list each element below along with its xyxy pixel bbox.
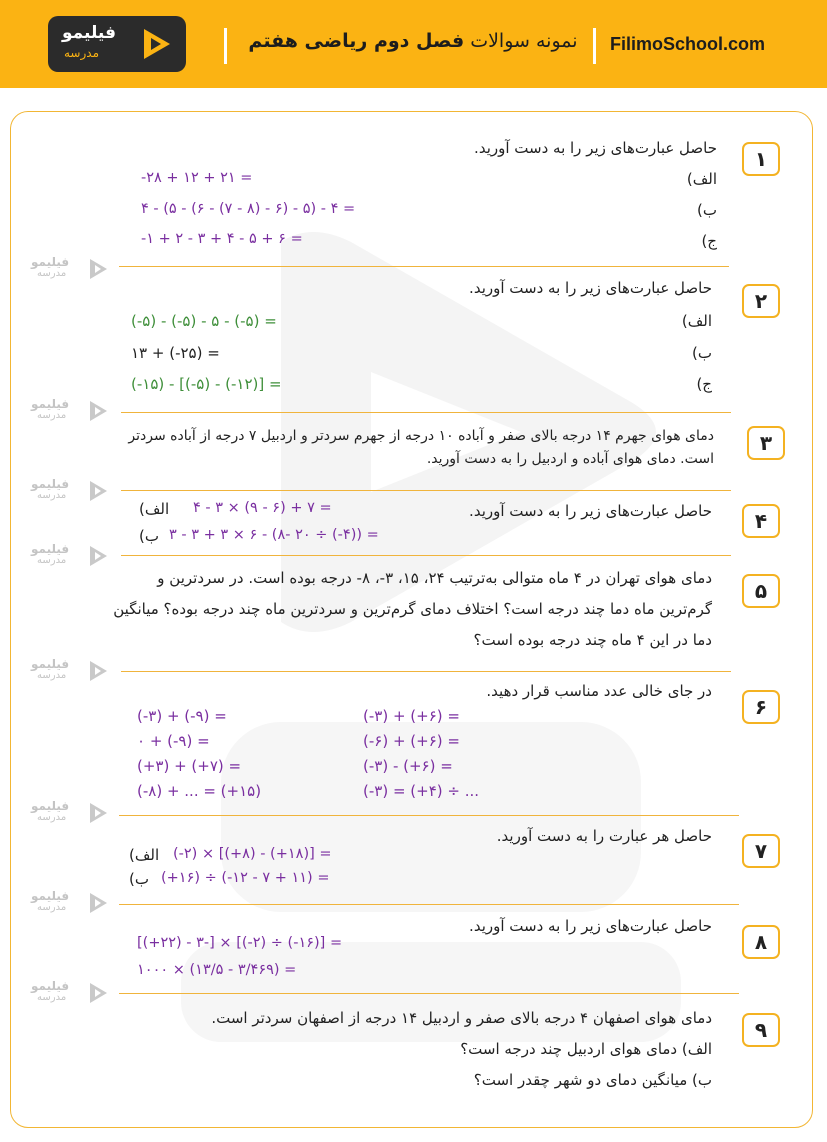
page-header bbox=[0, 0, 827, 88]
item-label: الف) bbox=[139, 500, 170, 518]
logo-text-line1: فیلیمو bbox=[62, 23, 117, 43]
side-watermark: فیلیمو مدرسه bbox=[31, 979, 109, 1009]
question-divider bbox=[119, 904, 739, 905]
page-title-bold: فصل دوم ریاضی هفتم bbox=[248, 30, 465, 52]
question-prompt: حاصل عبارت‌های زیر را به دست آورید. bbox=[474, 139, 717, 157]
math-expression: (-۳) - (+۶) = bbox=[363, 757, 453, 775]
item-label: الف) bbox=[681, 312, 712, 330]
play-icon bbox=[87, 479, 109, 503]
math-expression: (-۵) - (-۵) - ۵ - (-۵) = bbox=[131, 312, 277, 330]
item-label: الف) bbox=[129, 846, 160, 864]
question-number: ۸ bbox=[742, 925, 780, 959]
question-divider bbox=[121, 555, 731, 556]
item-label: ب) bbox=[139, 527, 159, 545]
math-expression: (-۳) + (-۹) = bbox=[137, 707, 227, 725]
question-prompt: حاصل عبارت‌های زیر را به دست آورید. bbox=[469, 502, 712, 520]
side-watermark: فیلیمو مدرسه bbox=[31, 397, 109, 427]
page-title: نمونه سوالات فصل دوم ریاضی هفتم bbox=[248, 30, 578, 52]
item-label: الف) bbox=[686, 170, 717, 188]
question-number: ۷ bbox=[742, 834, 780, 868]
math-expression: ۴ - ۳ × (۹ - ۶) + ۷ = bbox=[193, 500, 332, 516]
question-subitem: الف) دمای هوای اردبیل چند درجه است؟ bbox=[460, 1040, 712, 1058]
side-watermark: فیلیمو مدرسه bbox=[31, 477, 109, 507]
question-text: دمای هوای تهران در ۴ ماه متوالی به‌ترتیب ۲۴، ۱۵، ۳-، ۸- درجه بوده است. در سردترین و گرم‌ترین ماه دما چند درجه است؟ اختلاف دمای گرم‌ترین و سردترین ماه چند درجه بوده؟ میانگین دما در این ۴ ماه چند درجه بوده است؟ bbox=[113, 569, 712, 649]
question-prompt: حاصل عبارت‌های زیر را به دست آورید. bbox=[469, 279, 712, 297]
question-divider bbox=[121, 671, 731, 672]
math-expression: ۱۰۰۰ × (۱۳/۵ - ۳/۴۶۹) = bbox=[137, 962, 297, 978]
math-expression: (-۶) + (+۶) = bbox=[363, 732, 460, 750]
question-number: ۳ bbox=[747, 426, 785, 460]
item-label: ج) bbox=[701, 232, 717, 250]
math-expression: -۱ + ۲ - ۳ + ۴ - ۵ + ۶ = bbox=[141, 231, 303, 247]
side-watermark: فیلیمو مدرسه bbox=[31, 542, 109, 572]
header-divider bbox=[593, 28, 596, 64]
math-expression: (-۸) + ... = (+۱۵) bbox=[137, 782, 262, 800]
play-icon bbox=[87, 891, 109, 915]
play-icon bbox=[87, 257, 109, 281]
question-number: ۲ bbox=[742, 284, 780, 318]
math-expression: (+۳) + (+۷) = bbox=[137, 757, 242, 775]
math-expression: (-۱۵) - [(-۵) - (-۱۲)] = bbox=[131, 375, 282, 393]
math-expression: (+۱۶) ÷ (-۱۲ - ۷ + ۱۱) = bbox=[161, 870, 330, 886]
question-prompt: در جای خالی عدد مناسب قرار دهید. bbox=[486, 682, 712, 700]
math-expression: (-۳) + (+۶) = bbox=[363, 707, 460, 725]
math-expression: ۴ - (۵ - (۶ - (۷ - ۸) - ۶) - ۵) - ۴ = bbox=[141, 201, 356, 217]
math-expression: (-۲) × [(+۸) - (+۱۸)] = bbox=[173, 846, 332, 862]
question-divider bbox=[119, 815, 739, 816]
item-label: ب) bbox=[129, 870, 149, 888]
play-icon bbox=[140, 26, 174, 62]
question-sheet bbox=[10, 111, 813, 1128]
item-label: ب) bbox=[692, 344, 712, 362]
side-watermark: فیلیمو مدرسه bbox=[31, 889, 109, 919]
math-expression: (-۳) = (+۴) ÷ ... bbox=[363, 782, 480, 800]
question-divider bbox=[119, 266, 729, 267]
question-number: ۱ bbox=[742, 142, 780, 176]
item-label: ب) bbox=[697, 201, 717, 219]
question-number: ۶ bbox=[742, 690, 780, 724]
logo-text-line2: مدرسه bbox=[64, 46, 100, 60]
question-number: ۹ bbox=[742, 1013, 780, 1047]
math-expression: ۰ + (-۹) = bbox=[137, 732, 210, 750]
question-divider bbox=[121, 412, 731, 413]
question-number: ۴ bbox=[742, 504, 780, 538]
side-watermark: فیلیمو مدرسه bbox=[31, 255, 109, 285]
item-label: ج) bbox=[696, 375, 712, 393]
play-icon bbox=[87, 981, 109, 1005]
header-divider bbox=[224, 28, 227, 64]
side-watermark: فیلیمو مدرسه bbox=[31, 799, 109, 829]
site-link[interactable]: FilimoSchool.com bbox=[610, 34, 766, 54]
math-expression: [(+۲۲) - ۳-] × [(-۲) ÷ (-۱۶)] = bbox=[137, 935, 343, 951]
question-text: دمای هوای جهرم ۱۴ درجه بالای صفر و آباده ۱۰ درجه از جهرم سردتر و اردبیل ۷ درجه از آباده سردتر است. دمای هوای آباده و اردبیل را به دست آورید. bbox=[128, 428, 714, 467]
question-text: دمای هوای اصفهان ۴ درجه بالای صفر و اردبیل ۱۴ درجه از اصفهان سردتر است. bbox=[211, 1009, 712, 1027]
side-watermark: فیلیمو مدرسه bbox=[31, 657, 109, 687]
math-expression: ۱۳ + (-۲۵) = bbox=[131, 344, 220, 362]
math-expression: ۳ - ۳ + ۳ × ۶ - (۸- ۲۰ ÷ (-۴)) = bbox=[169, 527, 379, 543]
math-expression: -۲۸ + ۱۲ + ۲۱ = bbox=[141, 170, 253, 186]
play-icon bbox=[87, 659, 109, 683]
question-prompt: حاصل عبارت‌های زیر را به دست آورید. bbox=[469, 917, 712, 935]
question-subitem: ب) میانگین دمای دو شهر چقدر است؟ bbox=[473, 1071, 712, 1089]
question-divider bbox=[121, 490, 731, 491]
play-icon bbox=[87, 399, 109, 423]
play-icon bbox=[87, 801, 109, 825]
question-prompt: حاصل هر عبارت را به دست آورید. bbox=[496, 827, 712, 845]
filimo-school-logo[interactable] bbox=[48, 16, 186, 72]
question-divider bbox=[119, 993, 739, 994]
question-number: ۵ bbox=[742, 574, 780, 608]
